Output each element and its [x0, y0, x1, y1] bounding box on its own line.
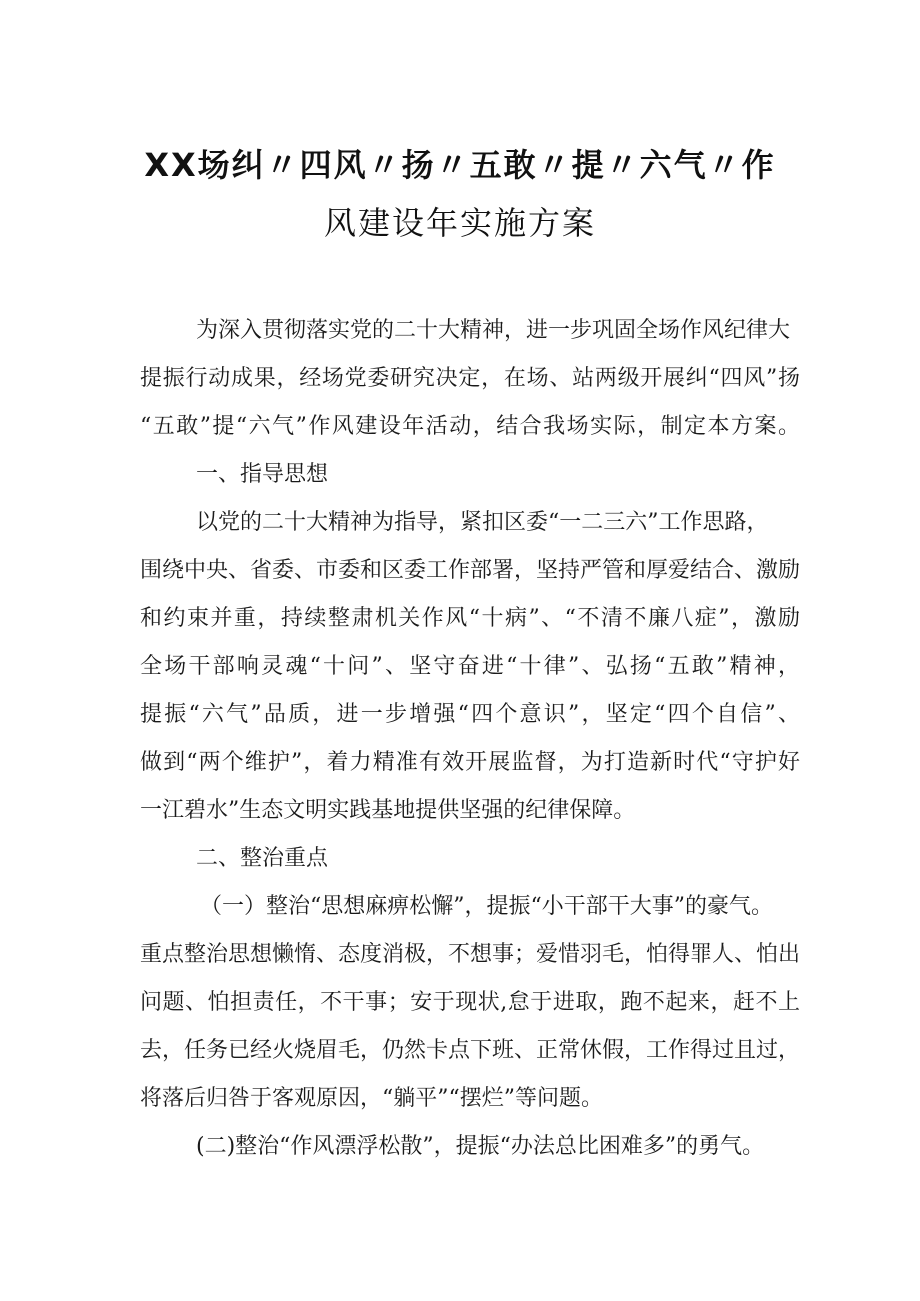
subsection-heading: (二)整治“作风漂浮松散”，提振“办法总比困难多”的勇气。 — [196, 1134, 765, 1159]
section-heading: 一、指导思想 — [196, 462, 329, 487]
body-line: 将落后归咎于客观原因，“躺平”“摆烂”等问题。 — [140, 1086, 603, 1111]
subsection-heading: （一）整治“思想麻痹松懈”，提振“小干部干大事”的豪气。 — [200, 894, 773, 919]
body-line: 重点整治思想懒惰、态度消极，不想事；爱惜羽毛，怕得罪人、怕出 — [140, 942, 801, 967]
body-line: 全场干部响灵魂“十问”、坚守奋进“十律”、弘扬“五敢”精神， — [140, 654, 800, 679]
body-line: 以党的二十大精神为指导，紧扣区委“一二三六”工作思路， — [196, 510, 769, 535]
body-line: 围绕中央、省委、市委和区委工作部署，坚持严管和厚爱结合、激励 — [140, 558, 801, 583]
body-line: 为深入贯彻落实党的二十大精神，进一步巩固全场作风纪律大 — [196, 318, 791, 343]
body-line: 去，任务已经火烧眉毛，仍然卡点下班、正常休假，工作得过且过， — [140, 1038, 801, 1063]
document-title-line-2: 风建设年实施方案 — [323, 204, 596, 242]
document-title-line-1: XX场纠〃四风〃扬〃五敢〃提〃六气〃作 — [144, 146, 776, 184]
body-line: 一江碧水”生态文明实践基地提供坚强的纪律保障。 — [140, 798, 636, 823]
body-line: 做到“两个维护”，着力精准有效开展监督，为打造新时代“守护好 — [140, 750, 800, 775]
body-line: 提振“六气”品质，进一步增强“四个意识”，坚定“四个自信”、 — [140, 702, 800, 727]
body-line: 和约束并重，持续整肃机关作风“十病”、“不清不廉八症”，激励 — [140, 606, 800, 631]
section-heading: 二、整治重点 — [196, 846, 329, 871]
body-line: “五敢”提“六气”作风建设年活动，结合我场实际，制定本方案。 — [140, 414, 800, 439]
body-line: 问题、怕担责任，不干事；安于现状,怠于进取，跑不起来，赶不上 — [140, 990, 800, 1015]
body-line: 提振行动成果，经场党委研究决定，在场、站两级开展纠“四风”扬 — [140, 366, 800, 391]
